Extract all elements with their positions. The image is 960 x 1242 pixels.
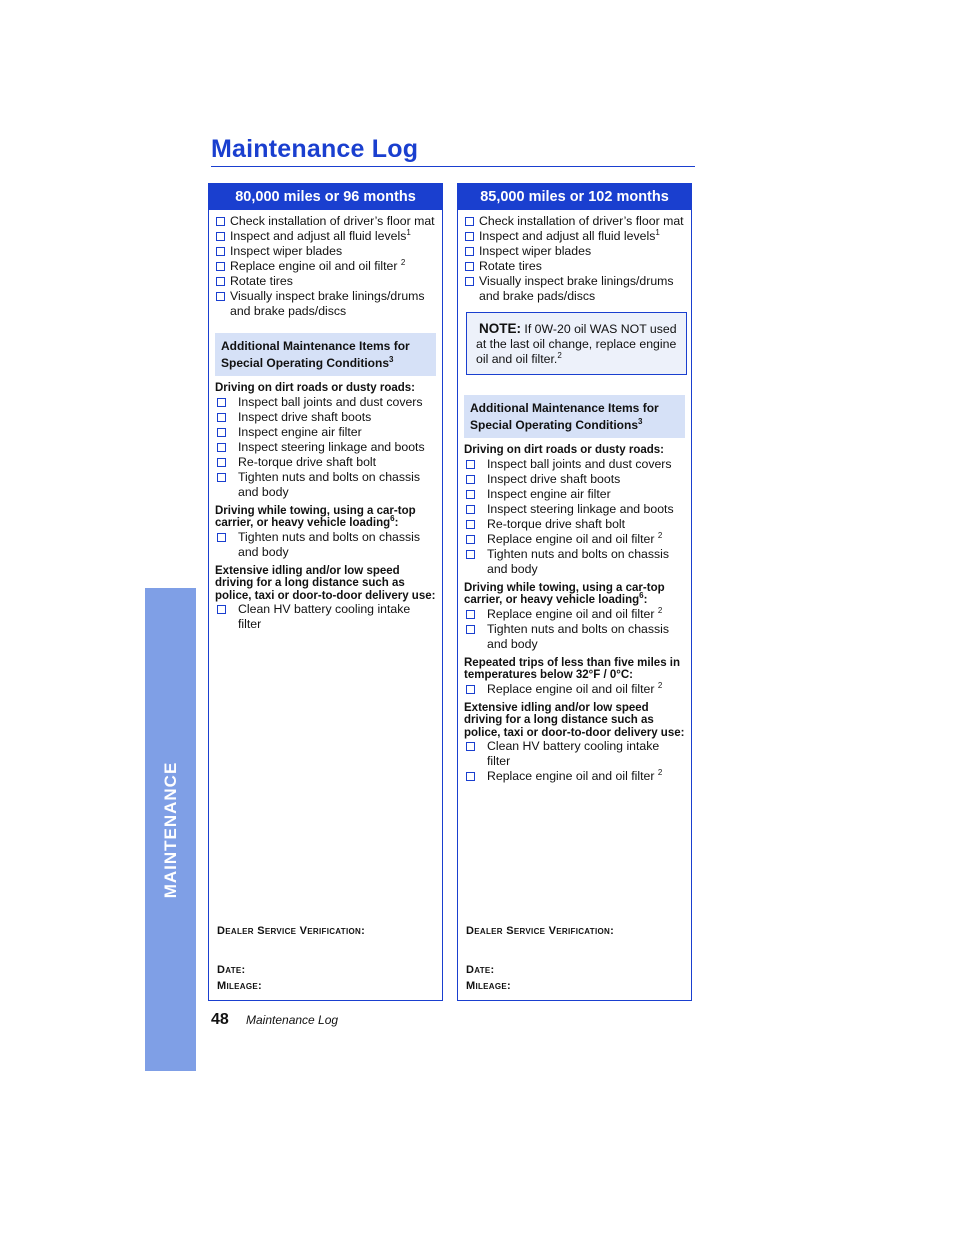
condition-checklist bbox=[215, 602, 436, 632]
checkbox-icon[interactable] bbox=[217, 605, 226, 614]
condition-block bbox=[215, 505, 436, 560]
checklist-item-text: Inspect steering linkage and boots bbox=[238, 439, 425, 454]
checkbox-icon[interactable] bbox=[465, 217, 474, 226]
checkbox-icon[interactable] bbox=[466, 460, 475, 469]
checklist-item-text: Inspect engine air filter bbox=[487, 486, 611, 501]
checklist-item bbox=[215, 425, 436, 440]
left-conditions bbox=[209, 382, 442, 632]
checklist-item-text: Inspect ball joints and dust covers bbox=[238, 394, 423, 409]
side-tab bbox=[145, 588, 196, 1071]
right-additional-line1: Additional Maintenance Items for bbox=[470, 401, 659, 415]
checkbox-icon[interactable] bbox=[466, 520, 475, 529]
checklist-item-text: Replace engine oil and oil filter bbox=[487, 681, 658, 696]
checklist-item bbox=[215, 259, 436, 274]
condition-checklist bbox=[464, 457, 685, 577]
checklist-item bbox=[464, 229, 685, 244]
checkbox-icon[interactable] bbox=[217, 533, 226, 542]
right-column-header: 85,000 miles or 102 months bbox=[458, 184, 691, 210]
footnote-marker: 2 bbox=[657, 530, 663, 540]
condition-block bbox=[464, 444, 685, 577]
checklist-item-text: Rotate tires bbox=[479, 259, 542, 273]
checkbox-icon[interactable] bbox=[466, 772, 475, 781]
condition-block bbox=[215, 565, 436, 633]
left-additional-heading bbox=[215, 333, 436, 376]
condition-block bbox=[464, 702, 685, 785]
condition-title-text: Repeated trips of less than five miles in temperatures below 32°F / 0°C: bbox=[464, 656, 681, 681]
condition-checklist bbox=[215, 530, 436, 560]
condition-block bbox=[215, 382, 436, 500]
condition-title bbox=[464, 582, 685, 607]
side-tab-label: MAINTENANCE bbox=[160, 761, 180, 898]
condition-title bbox=[215, 382, 436, 395]
checklist-item-text: Replace engine oil and oil filter bbox=[487, 531, 658, 546]
checkbox-icon[interactable] bbox=[216, 292, 225, 301]
footnote-marker: 2 bbox=[400, 257, 406, 267]
condition-title-text: Extensive idling and/or low speed driving for a long distance such as police, taxi or door-to-door delivery use: bbox=[215, 564, 436, 602]
checklist-item bbox=[464, 547, 685, 577]
checkbox-icon[interactable] bbox=[466, 535, 475, 544]
checklist-item-text: Clean HV battery cooling intake filter bbox=[238, 602, 411, 631]
right-additional-footnote: 3 bbox=[638, 417, 643, 426]
checklist-item bbox=[215, 410, 436, 425]
checkbox-icon[interactable] bbox=[466, 610, 475, 619]
checkbox-icon[interactable] bbox=[466, 742, 475, 751]
left-additional-line1: Additional Maintenance Items for bbox=[221, 339, 410, 353]
condition-title-text: Driving while towing, using a car-top carrier, or heavy vehicle loading bbox=[464, 581, 665, 606]
left-column bbox=[208, 183, 443, 1001]
footnote-marker: 1 bbox=[406, 227, 411, 237]
condition-checklist bbox=[464, 682, 685, 697]
checkbox-icon[interactable] bbox=[465, 232, 474, 241]
checkbox-icon[interactable] bbox=[216, 232, 225, 241]
checkbox-icon[interactable] bbox=[466, 490, 475, 499]
checkbox-icon[interactable] bbox=[216, 247, 225, 256]
checklist-item bbox=[215, 244, 436, 259]
checklist-item-text: Tighten nuts and bolts on chassis and body bbox=[238, 529, 421, 559]
checklist-item-text: Visually inspect brake linings/drums and brake pads/discs bbox=[230, 289, 425, 318]
checklist-item bbox=[215, 214, 436, 229]
condition-title-text: Driving on dirt roads or dusty roads: bbox=[464, 444, 664, 456]
checklist-item-text: Inspect ball joints and dust covers bbox=[487, 456, 672, 471]
checkbox-icon[interactable] bbox=[466, 505, 475, 514]
checkbox-icon[interactable] bbox=[216, 217, 225, 226]
checklist-item-text: Inspect drive shaft boots bbox=[238, 409, 372, 424]
left-date-field: Date: bbox=[217, 964, 246, 976]
right-conditions bbox=[458, 444, 691, 784]
condition-title bbox=[464, 444, 685, 457]
left-additional-line2: Special Operating Conditions bbox=[221, 356, 390, 370]
checklist-item-text: Check installation of driver’s floor mat bbox=[230, 214, 435, 228]
condition-title bbox=[464, 657, 685, 682]
checklist-item bbox=[464, 502, 685, 517]
checklist-item bbox=[464, 607, 685, 622]
checklist-item-text: Rotate tires bbox=[230, 274, 293, 288]
checkbox-icon[interactable] bbox=[217, 398, 226, 407]
right-additional-line2: Special Operating Conditions bbox=[470, 418, 639, 432]
checklist-item bbox=[215, 440, 436, 455]
footer-label: Maintenance Log bbox=[246, 1013, 339, 1027]
checklist-item bbox=[215, 289, 436, 319]
checklist-item bbox=[464, 214, 685, 229]
checklist-item-text: Inspect wiper blades bbox=[479, 244, 592, 258]
footnote-marker: 6 bbox=[390, 514, 395, 524]
condition-block bbox=[464, 657, 685, 697]
checklist-item-text: Tighten nuts and bolts on chassis and body bbox=[238, 469, 421, 499]
right-additional-heading bbox=[464, 395, 685, 438]
left-dealer-verification: Dealer Service Verification: bbox=[217, 925, 366, 937]
checklist-item bbox=[464, 517, 685, 532]
checklist-item bbox=[215, 395, 436, 410]
checklist-item-text: Re-torque drive shaft bolt bbox=[238, 454, 377, 469]
checkbox-icon[interactable] bbox=[466, 685, 475, 694]
checkbox-icon[interactable] bbox=[465, 247, 474, 256]
checkbox-icon[interactable] bbox=[217, 428, 226, 437]
checkbox-icon[interactable] bbox=[217, 458, 226, 467]
checklist-item bbox=[215, 470, 436, 500]
oil-note-label: NOTE: bbox=[479, 321, 521, 336]
right-mileage-field: Mileage: bbox=[466, 980, 512, 992]
checkbox-icon[interactable] bbox=[217, 443, 226, 452]
checklist-item bbox=[215, 274, 436, 289]
checklist-item bbox=[464, 259, 685, 274]
right-column bbox=[457, 183, 692, 1001]
checklist-item bbox=[464, 739, 685, 769]
checklist-item-text: Inspect and adjust all fluid levels bbox=[230, 229, 407, 243]
right-checklist bbox=[458, 210, 691, 304]
checklist-item bbox=[215, 455, 436, 470]
checklist-item-text: Replace engine oil and oil filter bbox=[487, 606, 658, 621]
left-mileage-field: Mileage: bbox=[217, 980, 263, 992]
checklist-item-text: Tighten nuts and bolts on chassis and body bbox=[487, 546, 670, 576]
checklist-item bbox=[464, 622, 685, 652]
checklist-item bbox=[464, 532, 685, 547]
checklist-item-text: Re-torque drive shaft bolt bbox=[487, 516, 626, 531]
left-additional-footnote: 3 bbox=[389, 355, 394, 364]
checklist-item bbox=[215, 229, 436, 244]
checkbox-icon[interactable] bbox=[217, 413, 226, 422]
checkbox-icon[interactable] bbox=[465, 262, 474, 271]
condition-title bbox=[215, 505, 436, 530]
condition-title bbox=[215, 565, 436, 603]
left-checklist bbox=[209, 210, 442, 319]
checklist-item-text: Replace engine oil and oil filter bbox=[487, 769, 658, 783]
title-divider bbox=[211, 166, 695, 167]
checklist-item bbox=[464, 472, 685, 487]
checklist-item bbox=[464, 682, 685, 697]
checklist-item-text: Tighten nuts and bolts on chassis and body bbox=[487, 621, 670, 651]
condition-block bbox=[464, 582, 685, 652]
condition-title-text: Extensive idling and/or low speed driving for a long distance such as police, taxi or door-to-door delivery use: bbox=[464, 701, 685, 739]
checkbox-icon[interactable] bbox=[216, 277, 225, 286]
checklist-item-text: Inspect wiper blades bbox=[230, 244, 343, 258]
page-title: Maintenance Log bbox=[211, 135, 419, 163]
checklist-item-text: Check installation of driver’s floor mat bbox=[479, 214, 684, 228]
checklist-item-text: Clean HV battery cooling intake filter bbox=[487, 739, 660, 768]
checkbox-icon[interactable] bbox=[466, 625, 475, 634]
condition-checklist bbox=[464, 739, 685, 784]
checkbox-icon[interactable] bbox=[216, 262, 225, 271]
checkbox-icon[interactable] bbox=[217, 473, 226, 482]
right-date-field: Date: bbox=[466, 964, 495, 976]
oil-note bbox=[466, 312, 687, 375]
condition-title-text: Driving while towing, using a car-top carrier, or heavy vehicle loading bbox=[215, 504, 416, 529]
checklist-item bbox=[464, 487, 685, 502]
footnote-marker: 1 bbox=[655, 227, 660, 237]
condition-title-text: Driving on dirt roads or dusty roads: bbox=[215, 382, 415, 394]
oil-note-footnote: 2 bbox=[557, 350, 562, 360]
checklist-item bbox=[215, 530, 436, 560]
footnote-marker: 2 bbox=[657, 605, 663, 615]
checkbox-icon[interactable] bbox=[466, 550, 475, 559]
footnote-marker: 2 bbox=[657, 767, 663, 777]
checklist-item-text: Visually inspect brake linings/drums and brake pads/discs bbox=[479, 274, 674, 303]
footnote-marker: 6 bbox=[639, 591, 644, 601]
page-number: 48 bbox=[211, 1011, 229, 1028]
checklist-item bbox=[464, 769, 685, 784]
condition-title-suffix: : bbox=[643, 594, 648, 606]
condition-checklist bbox=[215, 395, 436, 500]
condition-checklist bbox=[464, 607, 685, 652]
oil-note-text: If 0W-20 oil WAS NOT used at the last oil change, replace engine oil and oil filter. bbox=[476, 322, 677, 366]
footnote-marker: 2 bbox=[657, 680, 663, 690]
checklist-item-text: Inspect engine air filter bbox=[238, 424, 362, 439]
checklist-item-text: Replace engine oil and oil filter bbox=[230, 259, 401, 273]
checklist-item bbox=[215, 602, 436, 632]
right-dealer-verification: Dealer Service Verification: bbox=[466, 925, 615, 937]
left-column-header: 80,000 miles or 96 months bbox=[209, 184, 442, 210]
condition-title-suffix: : bbox=[394, 517, 399, 529]
checklist-item-text: Inspect and adjust all fluid levels bbox=[479, 229, 656, 243]
checklist-item bbox=[464, 244, 685, 259]
condition-title bbox=[464, 702, 685, 740]
checklist-item bbox=[464, 274, 685, 304]
checkbox-icon[interactable] bbox=[466, 475, 475, 484]
checklist-item bbox=[464, 457, 685, 472]
checkbox-icon[interactable] bbox=[465, 277, 474, 286]
checklist-item-text: Inspect steering linkage and boots bbox=[487, 501, 674, 516]
checklist-item-text: Inspect drive shaft boots bbox=[487, 471, 621, 486]
